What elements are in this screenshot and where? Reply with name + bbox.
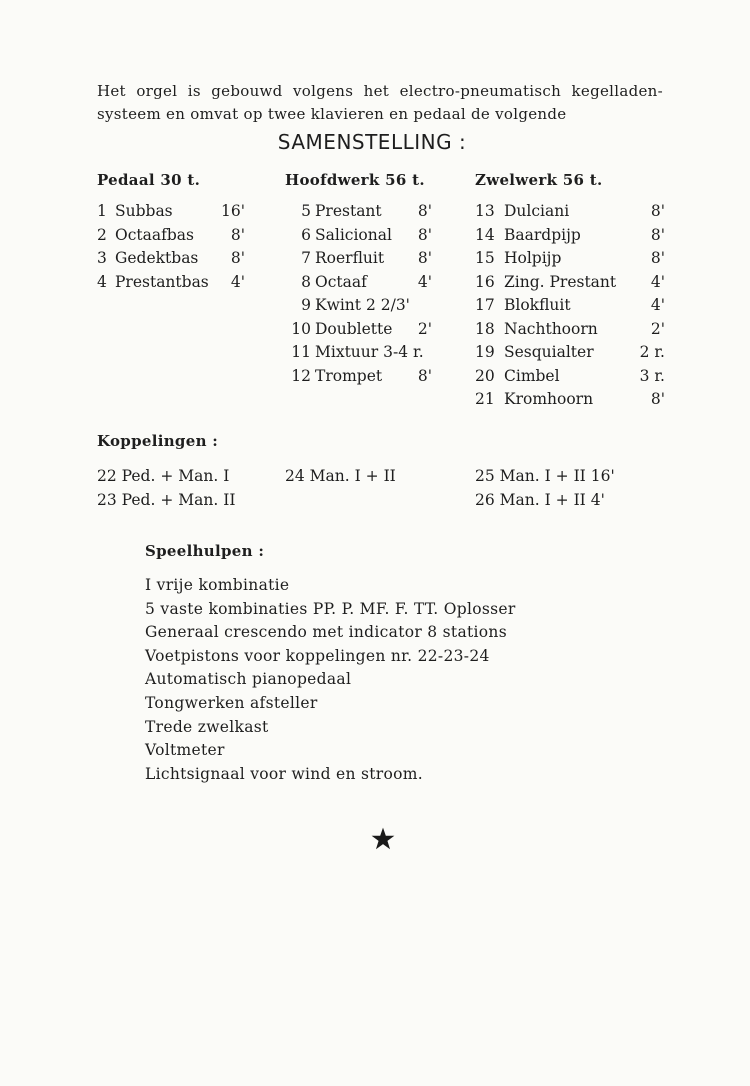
- stop-number: 13: [475, 202, 495, 220]
- stop-row: [475, 320, 665, 344]
- stop-size: 4': [650, 272, 665, 291]
- stop-row: [475, 390, 665, 414]
- stop-number: 2: [97, 225, 107, 244]
- stop-size: 2': [650, 319, 665, 338]
- stop-number: 20: [475, 366, 495, 385]
- speelhulpen-title: Speelhulpen :: [145, 542, 265, 560]
- division-pedaal: [97, 168, 245, 296]
- division-title: Hoofdwerk 56 t.: [285, 171, 425, 189]
- stop-number: 17: [475, 296, 495, 314]
- stop-size: 8': [417, 202, 432, 220]
- stop-size: 8': [650, 202, 665, 220]
- stop-row: [475, 296, 665, 320]
- list-item: Automatisch pianopedaal: [145, 670, 352, 689]
- stop-size: 8': [417, 225, 432, 244]
- stop-row: [285, 296, 432, 320]
- stop-row: [475, 249, 665, 273]
- speelhulpen-list: [145, 574, 516, 786]
- stop-size: 8': [650, 249, 665, 267]
- stop-size: 3 r.: [639, 366, 665, 385]
- stop-number: 16: [475, 272, 495, 291]
- stop-size: 8': [417, 366, 432, 385]
- stop-name: Doublette: [315, 319, 393, 338]
- stop-row: [285, 273, 432, 297]
- stop-name: Trompet: [315, 366, 383, 385]
- stop-row: [285, 320, 432, 344]
- stop-name: Zing. Prestant: [504, 272, 617, 291]
- stop-row: [285, 343, 432, 367]
- stop-row: [97, 226, 245, 250]
- stop-size: 2': [417, 319, 432, 338]
- stop-name: Dulciani: [504, 202, 570, 220]
- division-title: Zwelwerk 56 t.: [475, 171, 603, 189]
- stop-name: Gedektbas: [115, 249, 199, 267]
- stop-row: [475, 343, 665, 367]
- division-zwelwerk: [475, 168, 665, 414]
- stop-name: Mixtuur 3-4 r.: [315, 343, 424, 361]
- stop-number: 14: [475, 225, 495, 244]
- stop-row: [475, 202, 665, 226]
- stop-number: 12: [291, 366, 311, 385]
- stop-name: Octaaf: [315, 272, 367, 291]
- list-item: Tongwerken afsteller: [145, 693, 318, 712]
- stop-name: Baardpijp: [504, 225, 581, 244]
- coupler-item: 24 Man. I + II: [285, 467, 396, 485]
- list-item: Lichtsignaal voor wind en stroom.: [145, 764, 424, 783]
- stop-name: Kwint 2 2/3': [315, 296, 410, 314]
- stop-row: [97, 249, 245, 273]
- koppelingen-column: [285, 464, 396, 488]
- stop-row: [285, 367, 432, 391]
- stop-size: 4': [650, 296, 665, 314]
- stop-number: 7: [301, 249, 311, 267]
- stop-row: [97, 202, 245, 226]
- stop-row: [97, 273, 245, 297]
- stop-name: Nachthoorn: [504, 319, 598, 338]
- star-icon: [370, 826, 396, 852]
- stop-number: 8: [301, 272, 311, 291]
- stop-name: Subbas: [115, 202, 173, 220]
- list-item: Generaal crescendo met indicator 8 stations: [145, 623, 507, 642]
- stop-name: Sesquialter: [504, 343, 594, 361]
- coupler-item: 23 Ped. + Man. II: [97, 491, 236, 509]
- list-item: 5 vaste kombinaties PP. P. MF. F. TT. Oplosser: [145, 599, 516, 618]
- heading: SAMENSTELLING :: [277, 130, 467, 154]
- stop-size: 8': [650, 225, 665, 244]
- stop-number: 3: [97, 249, 107, 267]
- stop-size: 8': [230, 225, 245, 244]
- intro-text: Het orgel is gebouwd volgens het electro-pneumatisch kegelladen-systeem en omvat op twee klavieren en pedaal de volgende: [97, 82, 663, 123]
- stop-number: 10: [291, 319, 311, 338]
- stop-size: 8': [650, 390, 665, 408]
- coupler-item: 26 Man. I + II 4': [475, 491, 605, 509]
- stop-number: 15: [475, 249, 495, 267]
- stop-name: Holpijp: [504, 249, 562, 267]
- stop-row: [285, 249, 432, 273]
- stop-row: [475, 273, 665, 297]
- stop-number: 5: [301, 202, 311, 220]
- stop-row: [285, 202, 432, 226]
- stop-name: Prestantbas: [115, 272, 209, 291]
- stop-name: Prestant: [315, 202, 382, 220]
- stop-number: 19: [475, 343, 495, 361]
- list-item: Trede zwelkast: [145, 717, 269, 736]
- list-item: Voetpistons voor koppelingen nr. 22-23-24: [145, 646, 490, 665]
- koppelingen-title: Koppelingen :: [97, 432, 219, 450]
- stop-number: 18: [475, 319, 495, 338]
- division-title: Pedaal 30 t.: [97, 171, 201, 189]
- list-item: Voltmeter: [145, 741, 225, 760]
- stop-row: [285, 226, 432, 250]
- stop-name: Roerfluit: [315, 249, 385, 267]
- stop-size: 16': [221, 202, 245, 220]
- koppelingen-column: [475, 464, 615, 512]
- stop-name: Kromhoorn: [504, 390, 594, 408]
- stop-row: [475, 226, 665, 250]
- koppelingen-column: [97, 464, 235, 512]
- stop-size: 8': [417, 249, 432, 267]
- division-hoofdwerk: [285, 168, 432, 390]
- stop-size: 4': [230, 272, 245, 291]
- stop-name: Salicional: [315, 225, 392, 244]
- stop-number: 11: [291, 343, 311, 361]
- stop-name: Cimbel: [504, 366, 560, 385]
- stop-number: 1: [97, 202, 107, 220]
- stop-number: 9: [301, 296, 311, 314]
- stop-row: [475, 367, 665, 391]
- stop-number: 4: [97, 272, 107, 291]
- stop-size: 8': [230, 249, 245, 267]
- stop-size: 4': [417, 272, 432, 291]
- list-item: I vrije kombinatie: [145, 576, 290, 594]
- coupler-item: 22 Ped. + Man. I: [97, 467, 230, 485]
- stop-number: 6: [301, 225, 311, 244]
- stop-size: 2 r.: [639, 343, 665, 361]
- stop-name: Octaafbas: [115, 225, 194, 244]
- coupler-item: 25 Man. I + II 16': [475, 467, 615, 485]
- stop-number: 21: [475, 390, 495, 408]
- stop-name: Blokfluit: [504, 296, 571, 314]
